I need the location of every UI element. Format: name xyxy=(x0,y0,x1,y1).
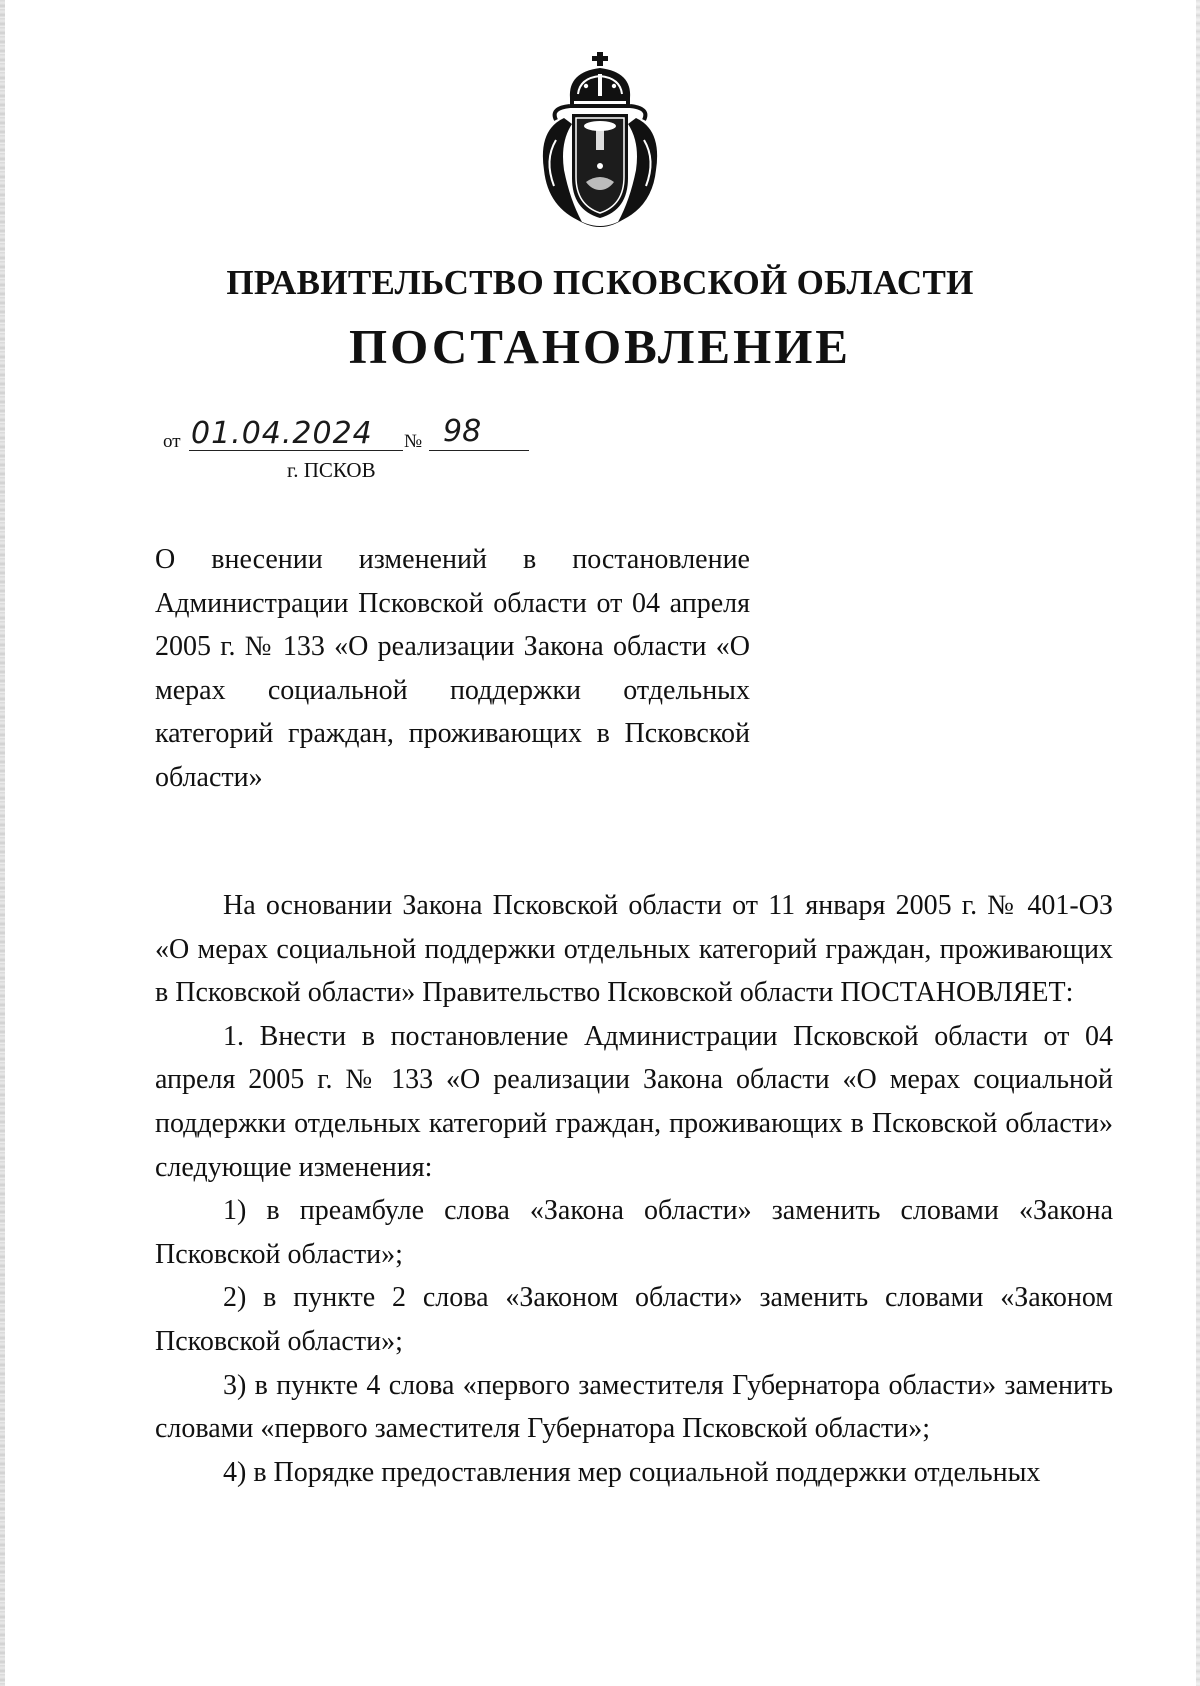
government-title: ПРАВИТЕЛЬСТВО ПСКОВСКОЙ ОБЛАСТИ xyxy=(226,263,974,302)
body-paragraph: 3) в пункте 4 слова «первого заместителя Губернатора области» заменить словами «первого заместителя Губернатора Псковской области»; xyxy=(155,1369,1113,1445)
scan-edge-right xyxy=(1196,0,1200,1686)
date-prefix: от xyxy=(163,431,181,452)
body-paragraph: 2) в пункте 2 слова «Законом области» заменить словами «Законом Псковской области»; xyxy=(155,1282,1113,1357)
handwritten-date: 01.04.2024 xyxy=(189,416,403,451)
pskov-coat-of-arms-icon xyxy=(530,50,670,235)
body-paragraph: 1. Внести в постановление Администрации Псковской области от 04 апреля 2005 г. № 133 «О реализации Закона области «О мерах социальной поддержки отдельных категорий граждан, проживающих в Псковской области» следующие изменения: xyxy=(155,1020,1113,1183)
body-paragraph: 1) в преамбуле слова «Закона области» заменить словами «Закона Псковской области»; xyxy=(155,1195,1113,1270)
body-paragraph: На основании Закона Псковской области от 11 января 2005 г. № 401-ОЗ «О мерах социальной поддержки отдельных категорий граждан, проживающих в Псковской области» Правительство Псковской области ПОСТАНОВЛЯЕТ: xyxy=(155,890,1113,1009)
scan-edge-left xyxy=(0,0,5,1686)
handwritten-number: 98 xyxy=(429,414,529,451)
city-label: г. ПСКОВ xyxy=(287,458,376,482)
document-body xyxy=(155,884,1113,1494)
subject-text: О внесении изменений в постановление Администрации Псковской области от 04 апреля 2005 г. № 133 «О реализации Закона области «О мерах социальной поддержки отдельных категорий граждан, проживающих в Псковской области» xyxy=(155,544,750,793)
number-prefix: № xyxy=(404,431,423,452)
document-type-title: ПОСТАНОВЛЕНИЕ xyxy=(349,319,851,374)
document-subject xyxy=(155,538,750,800)
body-paragraph: 4) в Порядке предоставления мер социальной поддержки отдельных xyxy=(223,1456,1041,1488)
